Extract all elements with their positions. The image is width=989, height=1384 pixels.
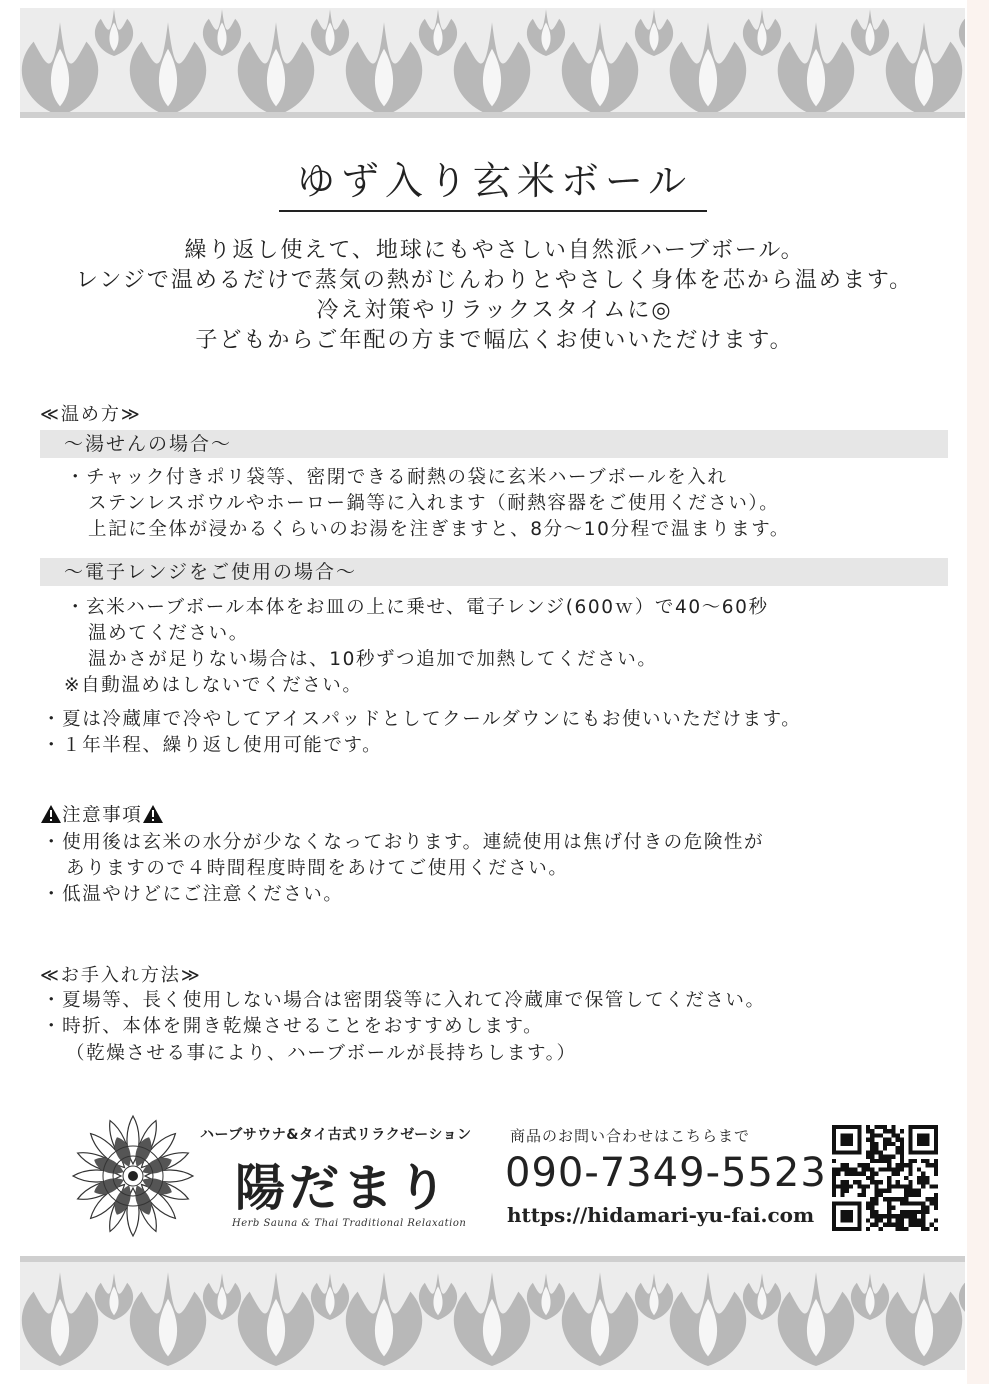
qr-module (870, 1201, 874, 1205)
qr-module (908, 1223, 912, 1227)
qr-module (921, 1184, 925, 1188)
qr-module (904, 1227, 908, 1231)
qr-module (930, 1223, 934, 1227)
caution-line: ・使用後は玄米の水分が少なくなっております。連続使用は焦げ付きの危険性が (42, 832, 765, 853)
qr-module (896, 1146, 900, 1150)
qr-module (849, 1172, 853, 1176)
qr-module (870, 1176, 874, 1180)
qr-module (904, 1214, 908, 1218)
brand-subtitle: ハーブサウナ&タイ古式リラクゼーション (200, 1127, 472, 1143)
qr-module (879, 1218, 883, 1222)
qr-module (896, 1197, 900, 1201)
qr-module (866, 1176, 870, 1180)
qr-module (896, 1150, 900, 1154)
qr-module (887, 1214, 891, 1218)
qr-module (896, 1138, 900, 1142)
qr-module (870, 1155, 874, 1159)
qr-module (866, 1167, 870, 1171)
qr-module (891, 1155, 895, 1159)
qr-module (908, 1163, 912, 1167)
brand-name: 陽だまり (235, 1158, 451, 1217)
qr-module (913, 1214, 917, 1218)
qr-module (904, 1201, 908, 1205)
contact-label: 商品のお問い合わせはこちらまで (510, 1127, 751, 1145)
microwave-line: 温かさが足りない場合は、10秒ずつ追加で加熱してください。 (88, 649, 658, 670)
qr-module (879, 1214, 883, 1218)
qr-module (887, 1201, 891, 1205)
qr-module (879, 1193, 883, 1197)
qr-module (866, 1125, 870, 1129)
intro-line: レンジで温めるだけで蒸気の熱がじんわりとやさしく身体を芯から温めます。 (75, 268, 914, 293)
qr-module (857, 1193, 861, 1197)
qr-module (891, 1214, 895, 1218)
qr-module (913, 1159, 917, 1163)
usage-note: ・１年半程、繰り返し使用可能です。 (42, 735, 383, 756)
qr-module (921, 1210, 925, 1214)
qr-module (900, 1163, 904, 1167)
qr-module (896, 1223, 900, 1227)
qr-module (891, 1142, 895, 1146)
qr-module (934, 1163, 938, 1167)
qr-module (921, 1172, 925, 1176)
qr-module (930, 1163, 934, 1167)
qr-module (870, 1146, 874, 1150)
qr-module (883, 1125, 887, 1129)
qr-module (900, 1227, 904, 1231)
qr-module (853, 1172, 857, 1176)
qr-module (874, 1146, 878, 1150)
intro-line: 子どもからご年配の方まで幅広くお使いいただけます。 (195, 328, 794, 353)
qr-module (870, 1150, 874, 1154)
qr-module (925, 1206, 929, 1210)
qr-module (883, 1159, 887, 1163)
qr-module (883, 1155, 887, 1159)
qr-module (866, 1138, 870, 1142)
boil-line: ・チャック付きポリ袋等、密閉できる耐熱の袋に玄米ハーブボールを入れ (66, 467, 728, 488)
qr-module (913, 1210, 917, 1214)
qr-module (870, 1133, 874, 1137)
qr-module (845, 1180, 849, 1184)
qr-module (904, 1176, 908, 1180)
qr-module (908, 1193, 912, 1197)
qr-module (870, 1223, 874, 1227)
qr-finder (917, 1133, 930, 1146)
qr-module (900, 1184, 904, 1188)
qr-module (870, 1180, 874, 1184)
qr-module (832, 1159, 836, 1163)
top-decorative-band (20, 8, 965, 118)
qr-module (921, 1227, 925, 1231)
care-line: ・時折、本体を開き乾燥させることをおすすめします。 (42, 1016, 544, 1037)
qr-module (887, 1138, 891, 1142)
intro-text (0, 236, 989, 356)
qr-module (908, 1210, 912, 1214)
qr-module (883, 1197, 887, 1201)
qr-module (917, 1189, 921, 1193)
qr-module (874, 1150, 878, 1154)
qr-module (934, 1172, 938, 1176)
qr-module (887, 1129, 891, 1133)
qr-module (866, 1218, 870, 1222)
qr-module (900, 1167, 904, 1171)
qr-module (874, 1218, 878, 1222)
qr-module (874, 1210, 878, 1214)
qr-module (891, 1223, 895, 1227)
qr-module (908, 1201, 912, 1205)
qr-module (917, 1180, 921, 1184)
qr-module (849, 1184, 853, 1188)
qr-module (862, 1189, 866, 1193)
qr-module (887, 1184, 891, 1188)
qr-module (879, 1189, 883, 1193)
qr-module (862, 1184, 866, 1188)
qr-module (913, 1201, 917, 1205)
qr-module (934, 1201, 938, 1205)
qr-module (874, 1223, 878, 1227)
qr-module (891, 1184, 895, 1188)
qr-module (900, 1146, 904, 1150)
qr-module (866, 1150, 870, 1154)
qr-module (896, 1167, 900, 1171)
qr-module (832, 1176, 836, 1180)
qr-module (900, 1214, 904, 1218)
top-band-rule (20, 112, 965, 118)
qr-module (934, 1184, 938, 1188)
qr-module (836, 1172, 840, 1176)
qr-module (925, 1210, 929, 1214)
qr-module (921, 1180, 925, 1184)
page-edge (967, 0, 989, 1384)
qr-module (900, 1129, 904, 1133)
qr-module (840, 1193, 844, 1197)
care-line: （乾燥させる事により、ハーブボールが長持ちします。） (66, 1043, 577, 1064)
qr-module (930, 1184, 934, 1188)
qr-module (908, 1214, 912, 1218)
qr-module (883, 1146, 887, 1150)
qr-module (866, 1184, 870, 1188)
qr-module (891, 1172, 895, 1176)
qr-module (862, 1193, 866, 1197)
qr-module (866, 1163, 870, 1167)
qr-module (917, 1176, 921, 1180)
qr-module (840, 1167, 844, 1171)
qr-module (934, 1197, 938, 1201)
qr-module (908, 1159, 912, 1163)
qr-module (870, 1142, 874, 1146)
qr-module (836, 1184, 840, 1188)
qr-module (925, 1159, 929, 1163)
qr-module (832, 1172, 836, 1176)
qr-module (917, 1218, 921, 1222)
qr-module (887, 1206, 891, 1210)
qr-finder (840, 1210, 853, 1223)
boil-line: ステンレスボウルやホーロー鍋等に入れます（耐熱容器をご使用ください）。 (88, 493, 780, 514)
qr-module (896, 1163, 900, 1167)
usage-note: ・夏は冷蔵庫で冷やしてアイスパッドとしてクールダウンにもお使いいただけます。 (42, 709, 802, 730)
qr-module (887, 1142, 891, 1146)
qr-module (866, 1227, 870, 1231)
mandala-center (128, 1171, 138, 1181)
qr-module (904, 1210, 908, 1214)
microwave-line: 温めてください。 (88, 623, 249, 644)
qr-module (883, 1214, 887, 1218)
qr-module (891, 1206, 895, 1210)
qr-module (887, 1197, 891, 1201)
qr-module (857, 1163, 861, 1167)
microwave-subheading: 〜電子レンジをご使用の場合〜 (40, 558, 948, 586)
qr-finder (840, 1133, 853, 1146)
qr-module (904, 1197, 908, 1201)
qr-module (887, 1223, 891, 1227)
qr-module (883, 1129, 887, 1133)
qr-module (870, 1197, 874, 1201)
qr-module (908, 1189, 912, 1193)
qr-module (853, 1180, 857, 1184)
qr-module (887, 1167, 891, 1171)
qr-module (887, 1176, 891, 1180)
qr-module (921, 1206, 925, 1210)
qr-module (879, 1125, 883, 1129)
qr-module (874, 1184, 878, 1188)
qr-module (930, 1201, 934, 1205)
qr-module (921, 1201, 925, 1205)
qr-module (891, 1197, 895, 1201)
qr-module (870, 1138, 874, 1142)
qr-module (845, 1172, 849, 1176)
qr-module (900, 1210, 904, 1214)
website-url[interactable]: https://hidamari-yu-fai.com (507, 1203, 815, 1227)
intro-line: 冷え対策やリラックスタイムに◎ (316, 298, 673, 323)
qr-module (879, 1155, 883, 1159)
qr-module (896, 1218, 900, 1222)
qr-module (900, 1155, 904, 1159)
qr-module (866, 1155, 870, 1159)
qr-module (913, 1218, 917, 1222)
caution-heading: 注意事項 (62, 805, 143, 826)
qr-module (908, 1167, 912, 1171)
page-title: ゆず入り玄米ボール (296, 159, 693, 203)
qr-module (853, 1167, 857, 1171)
qr-module (840, 1184, 844, 1188)
qr-module (891, 1167, 895, 1171)
qr-module (891, 1125, 895, 1129)
qr-module (900, 1159, 904, 1163)
qr-module (896, 1172, 900, 1176)
qr-module (857, 1180, 861, 1184)
microwave-note: ※自動温めはしないでください。 (64, 675, 363, 696)
qr-module (832, 1193, 836, 1197)
qr-module (874, 1159, 878, 1163)
qr-module (879, 1133, 883, 1137)
qr-module (857, 1184, 861, 1188)
mandala-logo (70, 1113, 196, 1239)
qr-module (879, 1150, 883, 1154)
qr-module (883, 1142, 887, 1146)
qr-module (925, 1163, 929, 1167)
qr-module (921, 1214, 925, 1218)
qr-module (845, 1167, 849, 1171)
qr-module (896, 1184, 900, 1188)
warming-heading: ≪温め方≫ (40, 404, 142, 425)
qr-module (870, 1129, 874, 1133)
qr-module (874, 1142, 878, 1146)
qr-module (879, 1180, 883, 1184)
care-line: ・夏場等、長く使用しない場合は密閉袋等に入れて冷蔵庫で保管してください。 (42, 990, 766, 1011)
qr-module (845, 1189, 849, 1193)
qr-module (925, 1227, 929, 1231)
lotus-pattern-top (20, 8, 965, 118)
qr-module (896, 1180, 900, 1184)
qr-module (896, 1227, 900, 1231)
qr-module (874, 1214, 878, 1218)
qr-module (934, 1227, 938, 1231)
qr-module (866, 1129, 870, 1133)
qr-module (883, 1138, 887, 1142)
boil-line: 上記に全体が浸かるくらいのお湯を注ぎますと、8分〜10分程で温まります。 (88, 519, 790, 540)
qr-module (879, 1227, 883, 1231)
qr-module (870, 1210, 874, 1214)
qr-module (862, 1163, 866, 1167)
qr-module (913, 1223, 917, 1227)
qr-module (874, 1125, 878, 1129)
qr-module (896, 1214, 900, 1218)
qr-module (904, 1163, 908, 1167)
qr-module (883, 1167, 887, 1171)
qr-module (904, 1193, 908, 1197)
qr-module (913, 1193, 917, 1197)
qr-module (883, 1223, 887, 1227)
qr-module (921, 1159, 925, 1163)
qr-module (921, 1176, 925, 1180)
qr-module (845, 1184, 849, 1188)
qr-module (866, 1206, 870, 1210)
lotus-pattern-bottom (20, 1262, 965, 1370)
bottom-decorative-band (20, 1262, 965, 1370)
qr-module (832, 1184, 836, 1188)
qr-module (921, 1223, 925, 1227)
qr-module (874, 1133, 878, 1137)
qr-module (908, 1180, 912, 1184)
qr-module (866, 1201, 870, 1205)
qr-module (908, 1184, 912, 1188)
boil-subheading: 〜湯せんの場合〜 (40, 430, 948, 458)
title-underline (279, 210, 707, 212)
caution-heading-row (40, 803, 164, 829)
qr-module (840, 1180, 844, 1184)
qr-module (925, 1197, 929, 1201)
qr-module (870, 1159, 874, 1163)
qr-module (832, 1167, 836, 1171)
qr-module (900, 1201, 904, 1205)
qr-module (925, 1180, 929, 1184)
qr-module (900, 1150, 904, 1154)
qr-module (874, 1172, 878, 1176)
qr-module (934, 1218, 938, 1222)
qr-module (840, 1189, 844, 1193)
qr-module (900, 1223, 904, 1227)
qr-module (887, 1189, 891, 1193)
qr-module (836, 1167, 840, 1171)
qr-module (849, 1167, 853, 1171)
qr-module (874, 1201, 878, 1205)
intro-line: 繰り返し使えて、地球にもやさしい自然派ハーブボール。 (184, 238, 805, 263)
qr-module (887, 1218, 891, 1222)
qr-module (887, 1180, 891, 1184)
phone-number: 090-7349-5523 (505, 1150, 827, 1196)
qr-module (887, 1155, 891, 1159)
qr-module (925, 1176, 929, 1180)
qr-module (934, 1206, 938, 1210)
qr-module (908, 1218, 912, 1222)
caution-line: ・低温やけどにご注意ください。 (42, 884, 344, 905)
qr-module (862, 1172, 866, 1176)
qr-module (904, 1184, 908, 1188)
qr-module (832, 1189, 836, 1193)
qr-module (921, 1218, 925, 1222)
qr-module (917, 1193, 921, 1197)
qr-module (900, 1218, 904, 1222)
qr-module (879, 1159, 883, 1163)
qr-module (934, 1167, 938, 1171)
qr-module (870, 1167, 874, 1171)
qr-module (870, 1206, 874, 1210)
qr-module (874, 1197, 878, 1201)
qr-module (832, 1180, 836, 1184)
brand-english: Herb Sauna & Thai Traditional Relaxation (232, 1218, 467, 1229)
qr-module (917, 1210, 921, 1214)
qr-module (917, 1223, 921, 1227)
qr-module (934, 1193, 938, 1197)
qr-module (900, 1142, 904, 1146)
qr-module (874, 1189, 878, 1193)
qr-module (870, 1214, 874, 1218)
qr-module (900, 1138, 904, 1142)
qr-module (840, 1163, 844, 1167)
qr-module (874, 1193, 878, 1197)
qr-module (917, 1201, 921, 1205)
qr-module (908, 1172, 912, 1176)
caution-line: ありますので４時間程度時間をあけてご使用ください。 (66, 858, 569, 879)
qr-module (845, 1163, 849, 1167)
qr-module (870, 1172, 874, 1176)
qr-module (891, 1129, 895, 1133)
qr-module (862, 1167, 866, 1171)
care-heading: ≪お手入れ方法≫ (40, 965, 202, 986)
warning-icon (142, 804, 164, 824)
qr-module (900, 1197, 904, 1201)
qr-code[interactable] (832, 1125, 938, 1231)
qr-module (879, 1167, 883, 1171)
qr-module (913, 1189, 917, 1193)
lotus-motif (959, 9, 965, 56)
qr-module (887, 1159, 891, 1163)
qr-module (887, 1210, 891, 1214)
qr-module (904, 1189, 908, 1193)
qr-module (891, 1133, 895, 1137)
microwave-line: ・玄米ハーブボール本体をお皿の上に乗せ、電子レンジ(600ｗ）で40〜60秒 (66, 597, 769, 618)
qr-module (934, 1159, 938, 1163)
qr-module (917, 1167, 921, 1171)
warning-icon (40, 804, 62, 824)
qr-module (857, 1172, 861, 1176)
qr-module (883, 1189, 887, 1193)
qr-module (930, 1197, 934, 1201)
qr-module (887, 1163, 891, 1167)
qr-module (874, 1180, 878, 1184)
qr-module (896, 1133, 900, 1137)
